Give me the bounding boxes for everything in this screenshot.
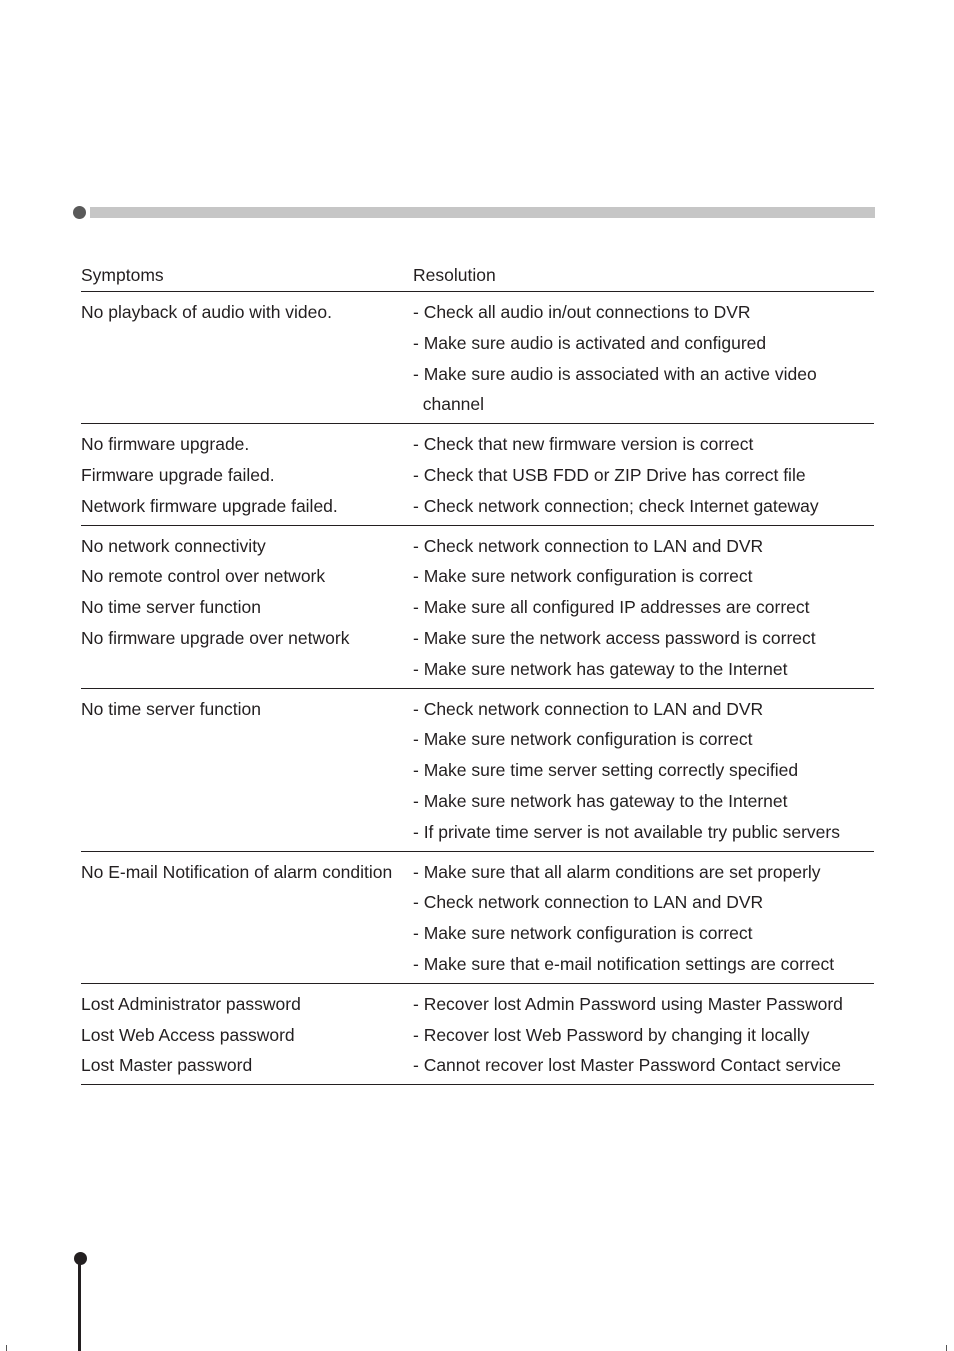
- resolution-text: - Check that new firmware version is correct: [413, 434, 754, 455]
- resolution-cell: [413, 989, 874, 1081]
- resolution-text: channel: [413, 394, 485, 415]
- table-row: [81, 526, 874, 689]
- troubleshooting-table: [81, 262, 874, 1085]
- resolution-text: - Make sure audio is associated with an active video: [413, 363, 817, 384]
- table-row: [81, 852, 874, 984]
- section-header-dot: [73, 206, 86, 219]
- symptom-cell: [81, 989, 413, 1081]
- symptom-cell: [81, 857, 413, 980]
- symptoms-header: Symptoms: [81, 265, 164, 285]
- symptom-cell: [81, 694, 413, 848]
- symptom-text: No E-mail Notification of alarm condition: [81, 861, 393, 882]
- resolution-text: - Make sure network has gateway to the Internet: [413, 658, 788, 679]
- resolution-text: - Make sure network configuration is correct: [413, 566, 753, 587]
- symptom-text: No time server function: [81, 597, 261, 618]
- symptom-text: No remote control over network: [81, 566, 326, 587]
- table-row: [81, 424, 874, 525]
- resolution-text: - Check that USB FDD or ZIP Drive has correct file: [413, 464, 806, 485]
- resolution-cell: [413, 694, 874, 848]
- resolution-header: Resolution: [413, 265, 496, 285]
- table-header: [81, 262, 874, 292]
- symptom-text: Lost Administrator password: [81, 993, 301, 1014]
- page-marker-line: [78, 1260, 81, 1351]
- table-row: [81, 292, 874, 424]
- symptom-cell: [81, 297, 413, 420]
- resolution-text: - Check network connection to LAN and DVR: [413, 535, 764, 556]
- resolution-text: - Make sure the network access password is correct: [413, 627, 816, 648]
- resolution-text: - Make sure all configured IP addresses are correct: [413, 597, 810, 618]
- symptom-cell: [81, 429, 413, 521]
- resolution-text: - Check network connection to LAN and DVR: [413, 698, 764, 719]
- crop-mark-left: [6, 1345, 7, 1351]
- symptom-cell: [81, 531, 413, 685]
- section-header-bar: [90, 207, 875, 218]
- resolution-text: - Check all audio in/out connections to DVR: [413, 302, 751, 322]
- resolution-text: - If private time server is not available try public servers: [413, 821, 840, 842]
- resolution-cell: [413, 531, 874, 685]
- crop-mark-right: [946, 1345, 947, 1351]
- resolution-text: - Recover lost Web Password by changing it locally: [413, 1024, 810, 1045]
- symptom-text: Lost Web Access password: [81, 1024, 295, 1045]
- symptom-text: No time server function: [81, 698, 261, 719]
- resolution-text: - Make sure network configuration is correct: [413, 729, 753, 750]
- symptom-text: No network connectivity: [81, 535, 266, 556]
- resolution-cell: [413, 429, 874, 521]
- resolution-text: - Make sure audio is activated and configured: [413, 332, 767, 353]
- resolution-text: - Make sure network configuration is correct: [413, 923, 753, 944]
- resolution-text: - Make sure that all alarm conditions are set properly: [413, 861, 821, 882]
- table-row: [81, 689, 874, 852]
- symptom-text: Firmware upgrade failed.: [81, 464, 275, 485]
- resolution-text: - Cannot recover lost Master Password Contact service: [413, 1055, 841, 1076]
- table-row: [81, 984, 874, 1085]
- symptom-text: No firmware upgrade over network: [81, 627, 350, 648]
- symptom-text: Network firmware upgrade failed.: [81, 495, 338, 516]
- symptom-text: No firmware upgrade.: [81, 434, 250, 455]
- resolution-text: - Check network connection to LAN and DVR: [413, 892, 764, 913]
- resolution-cell: [413, 297, 874, 420]
- resolution-text: - Make sure time server setting correctly specified: [413, 760, 799, 781]
- resolution-text: - Recover lost Admin Password using Master Password: [413, 993, 843, 1014]
- resolution-text: - Make sure network has gateway to the Internet: [413, 790, 788, 811]
- symptom-text: Lost Master password: [81, 1055, 253, 1076]
- resolution-cell: [413, 857, 874, 980]
- resolution-text: - Make sure that e-mail notification settings are correct: [413, 953, 835, 974]
- symptom-text: No playback of audio with video.: [81, 302, 332, 322]
- resolution-text: - Check network connection; check Internet gateway: [413, 495, 819, 516]
- table-body: [81, 292, 874, 1085]
